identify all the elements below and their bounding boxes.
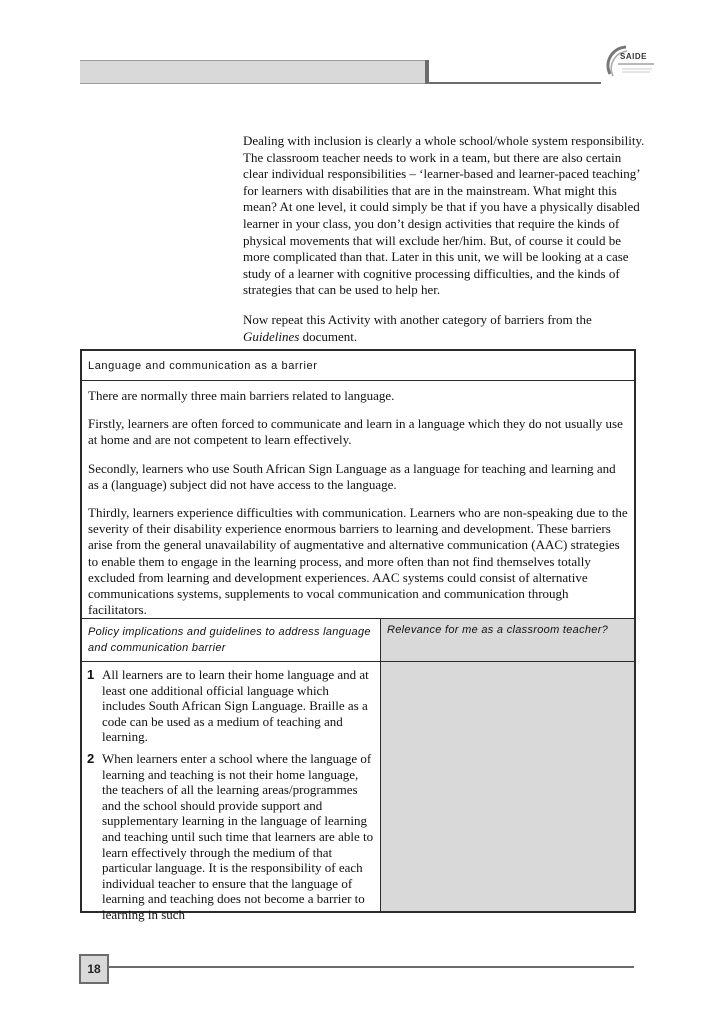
guidelines-ref: Guidelines [243, 328, 300, 344]
saide-logo-icon [600, 44, 656, 82]
intro-paragraph-2-post: document. [299, 328, 358, 344]
item-text: All learners are to learn their home language and at least one additional official language which includes South African Sign Language. Braille as a code can be used as a medium of teaching and learning. [102, 667, 369, 745]
list-item [87, 751, 374, 923]
header-band-edge [425, 60, 429, 84]
intro-text [243, 133, 645, 358]
policy-column [82, 619, 381, 922]
intro-paragraph-2-pre: Now repeat this Activity with another category of barriers from the [243, 311, 592, 327]
table-paragraph: Thirdly, learners experience difficulties with communication. Learners who are non-speaking due to the severity of their disability experience enormous barriers to learning and development. These barriers arise from the general unavailability of augmentative and alternative communication (AAC) strategies to enable them to engage in the learning process, and more often than not find themselves totally excluded from learning and development experiences. AAC systems could consist of alternative communications systems, supplements to vocal communication and communication through facilitators. [88, 505, 628, 618]
barrier-table [80, 349, 636, 922]
intro-paragraph-2 [243, 312, 645, 345]
table-paragraph: Secondly, learners who use South African Sign Language as a language for teaching and learning and as a (language) subject did not have access to the language. [88, 460, 616, 492]
intro-paragraph-1: Dealing with inclusion is clearly a whole school/whole system responsibility. The classroom teacher needs to work in a team, but there are also certain clear individual responsibilities – ‘learner-based and learner-paced teaching’ for learners with disabilities that are in the mainstream. What might this mean? At one level, it could simply be that if you have a physically disabled learner in your class, you don’t design activities that require the kinds of physical movements that will exclude her/him. But, of course it could be more complicated than that. Later in this unit, we will be looking at a case study of a learner with cognitive processing difficulties, and the kinds of strategies that can be used to help her. [243, 133, 645, 298]
relevance-answer-area[interactable] [381, 662, 634, 911]
policy-items [82, 662, 380, 922]
relevance-column-header: Relevance for me as a classroom teacher? [381, 619, 634, 662]
table-paragraph: There are normally three main barriers related to language. [88, 388, 395, 403]
table-paragraph: Firstly, learners are often forced to communicate and learn in a language which they do not usually use at home and are not competent to learn effectively. [88, 416, 623, 448]
header-band [80, 60, 425, 84]
table-description [82, 381, 634, 619]
list-item [87, 667, 374, 745]
policy-column-header: Policy implications and guidelines to address language and communication barrier [82, 619, 380, 662]
page-number: 18 [79, 954, 109, 984]
header-rule [429, 82, 601, 84]
footer-rule [109, 966, 634, 968]
table-columns [82, 619, 634, 922]
item-number: 2 [87, 750, 95, 766]
item-text: When learners enter a school where the language of learning and teaching is not their home language, the teachers of all the learning areas/programmes and the school should provide support and supplementary learning in the language of learning and teaching until such time that learners are able to learn effectively through the medium of that particular language. It is the responsibility of each individual teacher to ensure that the language of learning and teaching does not become a barrier to learning in such [102, 750, 374, 922]
logo-text: SAIDE [620, 52, 647, 61]
table-title: Language and communication as a barrier [82, 351, 634, 381]
relevance-column [381, 619, 634, 911]
item-number: 1 [87, 667, 95, 682]
